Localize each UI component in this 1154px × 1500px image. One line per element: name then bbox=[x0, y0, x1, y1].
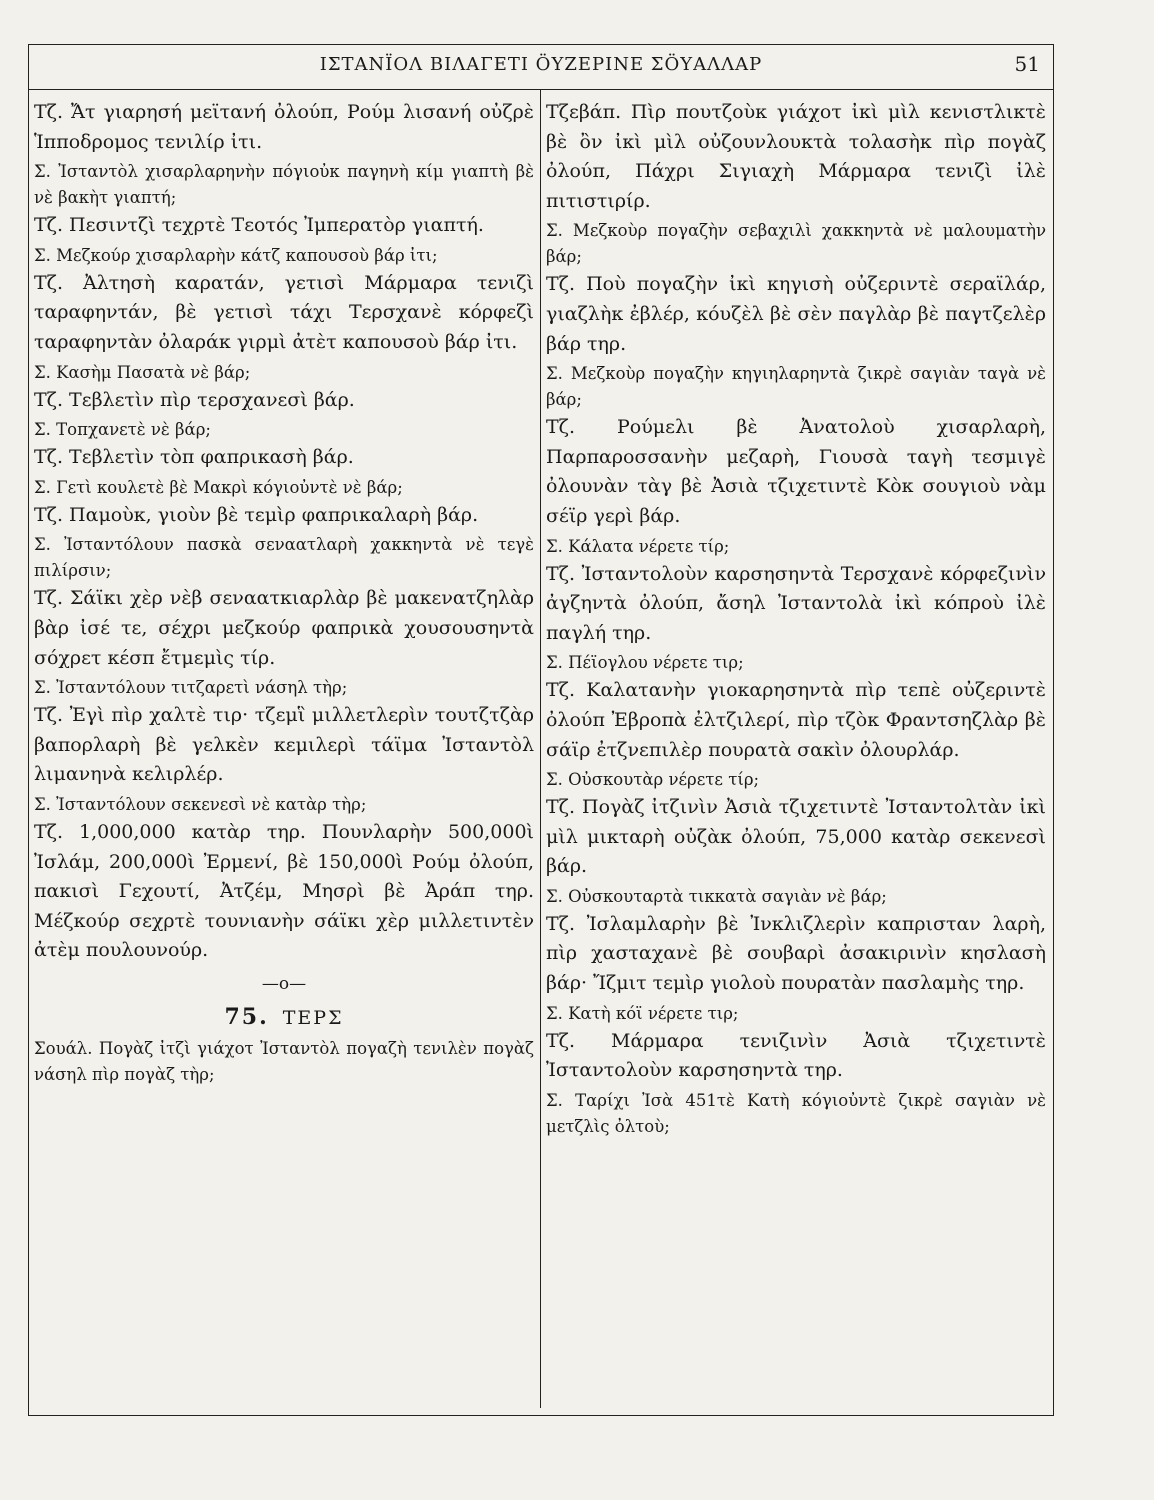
lesson-heading bbox=[34, 1003, 534, 1034]
right-column bbox=[546, 98, 1046, 1140]
question-paragraph: Σουάλ. Πογὰζ ἰτζὶ γιάχοτ Ἰσταντὸλ πογαζὴ τενιλὲν πογὰζ νάσηλ πὶρ πογὰζ τὴρ; bbox=[34, 1039, 534, 1085]
left-column-text bbox=[34, 98, 534, 966]
right-column-text bbox=[546, 98, 1046, 1140]
question-paragraph: Σ. Μεζκοὺρ πογαζὴν κηγιηλαρηντὰ ζικρὲ σαγιὰν ταγὰ νὲ βάρ; bbox=[546, 364, 1046, 410]
answer-paragraph: Τζ. Ρούμελι βὲ Ἀνατολοὺ χισαρλαρὴ, Παρπαροσσανὴν μεζαρὴ, Γιουσὰ ταγὴ τεσμιγὲ ὀλουνὰν τὰγ βὲ Ἀσιὰ τζιχετιντὲ Κὸκ σουγιοὺ νὰμ σέϊρ γερὶ βάρ. bbox=[546, 416, 1046, 527]
question-paragraph: Σ. Ἰσταντόλουν τιτζαρετὶ νάσηλ τὴρ; bbox=[34, 678, 348, 698]
question-paragraph: Σ. Κασὴμ Πασατὰ νὲ βάρ; bbox=[34, 362, 251, 382]
question-paragraph: Σ. Τοπχανετὲ νὲ βάρ; bbox=[34, 420, 211, 440]
answer-paragraph: Τζ. Μάρμαρα τενιζινὶν Ἀσιὰ τζιχετιντὲ Ἰσταντολοὺν καρσησηντὰ τηρ. bbox=[546, 1029, 1046, 1082]
question-paragraph: Σ. Κάλατα νέρετε τίρ; bbox=[546, 536, 730, 556]
answer-paragraph: Τζ. Ἀλτησὴ καρατάν, γετισὶ Μάρμαρα τενιζὶ ταραφηντάν, βὲ γετισὶ τάχι Τερσχανὲ κόρφεζὶ ταραφηντὰν ὀλαράκ γιρμὶ ἀτὲτ καπουσοὺ βάρ ἰτι. bbox=[34, 271, 534, 353]
answer-paragraph: Τζ. Ποὺ πογαζὴν ἰκὶ κηγισὴ οὐζεριντὲ σεραϊλάρ, γιαζλὴκ ἐβλέρ, κόυζὲλ βὲ σὲν παγλὰρ βὲ παγτζελὲρ βάρ τηρ. bbox=[546, 273, 1046, 355]
section-ornament: —o— bbox=[261, 973, 307, 994]
answer-paragraph: Τζ. Ἰσλαμλαρὴν βὲ Ἰνκλιζλερὶν καπρισταν λαρὴ, πὶρ χασταχανὲ βὲ σουβαρὶ ἀσακιρινὶν κησλασὴ βάρ· Ἴζμιτ τεμὶρ γιολοὺ πουρατὰν πασλαμὴς τηρ. bbox=[546, 912, 1046, 995]
answer-paragraph: Τζ. 1,000,000 κατὰρ τηρ. Πουνλαρὴν 500,000ὶ Ἰσλάμ, 200,000ὶ Ἐρμενί, βὲ 150,000ὶ Ρούμ ὀλούπ, πακισὶ Γεχουτί, Ἀτζέμ, Μησρὶ βὲ Ἀράπ τηρ. Μέζκούρ σεχρτὲ τουνιανὴν σάϊκι χὲρ μιλλετιντὲν ἀτὲμ πουλουνούρ. bbox=[34, 820, 534, 962]
question-paragraph: Σ. Ἰσταντόλουν σεκενεσὶ νὲ κατὰρ τὴρ; bbox=[34, 794, 367, 814]
answer-paragraph: Τζ. Τεβλετὶν πὶρ τερσχανεσὶ βάρ. bbox=[34, 388, 355, 411]
left-column-text-after bbox=[34, 1036, 534, 1088]
answer-paragraph: Τζ. Πεσιντζὶ τεχρτὲ Τεοτός Ἰμπερατὸρ γιαπτή. bbox=[34, 214, 484, 237]
question-paragraph: Σ. Οὐσκουταρτὰ τικκατὰ σαγιὰν νὲ βάρ; bbox=[546, 886, 887, 906]
answer-paragraph: Τζ. Πογὰζ ἰτζινὶν Ἀσιὰ τζιχετιντὲ Ἰσταντολτὰν ἰκὶ μὶλ μικταρὴ οὐζὰκ ὀλούπ, 75,000 κατὰρ σεκενεσὶ βάρ. bbox=[546, 796, 1046, 878]
answer-paragraph: Τζ. Καλατανὴν γιοκαρησηντὰ πὶρ τεπὲ οὐζεριντὲ ὀλούπ Ἐβροπὰ ἐλτζιλερί, πὶρ τζὸκ Φραντσηζλὰρ βὲ σάϊρ ἐτζνεπιλὲρ πουρατὰ σακὶν ὀλουρλάρ. bbox=[546, 679, 1046, 761]
question-paragraph: Σ. Πέϊογλου νέρετε τιρ; bbox=[546, 653, 744, 673]
page-number: 51 bbox=[1014, 52, 1040, 76]
column-divider bbox=[540, 90, 541, 1408]
question-paragraph: Σ. Γετὶ κουλετὲ βὲ Μακρὶ κόγιοὐντὲ νὲ βάρ; bbox=[34, 477, 403, 497]
answer-paragraph: Τζεβάπ. Πὶρ πουτζοὺκ γιάχοτ ἰκὶ μὶλ κενιστλικτὲ βὲ ὂν ἰκὶ μὶλ οὐζουνλουκτὰ τολασὴκ πὶρ πογὰζ ὀλούπ, Πάχρι Σιγιαχὴ Μάρμαρα τενιζὶ ἰλὲ πιτιστιρίρ. bbox=[546, 101, 1046, 212]
question-paragraph: Σ. Μεζκούρ χισαρλαρὴν κάτζ καπουσοὺ βάρ ἰτι; bbox=[34, 245, 438, 265]
question-paragraph: Σ. Οὐσκουτὰρ νέρετε τίρ; bbox=[546, 770, 760, 790]
running-title: ΙΣΤΑΝΪΟΛ ΒΙΛΑΓΕΤΙ ÖΥΖΕΡΙΝΕ ΣÖΥΑΛΛΑΡ bbox=[319, 54, 763, 75]
answer-paragraph: Τζ. Ἰσταντολοὺν καρσησηντὰ Τερσχανὲ κόρφεζινὶν ἀγζηντὰ ὀλούπ, ἄσηλ Ἰσταντολὰ ἰκὶ κόπροὺ ἰλὲ παγλή τηρ. bbox=[546, 562, 1046, 644]
page-header bbox=[28, 44, 1054, 90]
lesson-title: ΤΕΡΣ bbox=[282, 1007, 344, 1030]
left-column bbox=[34, 98, 534, 1088]
answer-paragraph: Τζ. Παμοὺκ, γιοὺν βὲ τεμὶρ φαπρικαλαρὴ βάρ. bbox=[34, 503, 479, 526]
question-paragraph: Σ. Μεζκοὺρ πογαζὴν σεβαχιλὶ χακκηντὰ νὲ μαλουματὴν βάρ; bbox=[546, 221, 1046, 267]
answer-paragraph: Τζ. Ἐγὶ πὶρ χαλτὲ τιρ· τζεμἳ μιλλετλερὶν τουτζτζὰρ βαπορλαρὴ βὲ γελκὲν κεμιλερὶ τάϊμα Ἰσταντὸλ λιμανηνὰ κελιρλέρ. bbox=[34, 704, 534, 786]
answer-paragraph: Τζ. Ἄτ γιαρησή μεϊτανή ὀλούπ, Ρούμ λισανή οὐζρὲ Ἱπποδρομος τενιλίρ ἰτι. bbox=[34, 101, 534, 153]
question-paragraph: Σ. Ἰσταντὸλ χισαρλαρηνὴν πόγιοὐκ παγηνὴ κίμ γιαπτὴ βὲ νὲ βακὴτ γιαπτή; bbox=[34, 162, 534, 208]
question-paragraph: Σ. Ἰσταντόλουν πασκὰ σεναατλαρὴ χακκηντὰ νὲ τεγὲ πιλίρσιν; bbox=[34, 535, 534, 581]
question-paragraph: Σ. Κατὴ κόϊ νέρετε τιρ; bbox=[546, 1003, 739, 1023]
answer-paragraph: Τζ. Σάϊκι χὲρ νὲβ σεναατκιαρλὰρ βὲ μακενατζηλὰρ βὰρ ἰσέ τε, σέχρι μεζκούρ φαπρικὰ χουσουσηντὰ σόχρετ κέσπ ἔτμεμὶς τίρ. bbox=[34, 587, 534, 669]
answer-paragraph: Τζ. Τεβλετὶν τὸπ φαπρικασὴ βάρ. bbox=[34, 446, 354, 469]
lesson-number: 75. bbox=[224, 1004, 269, 1031]
question-paragraph: Σ. Ταρίχι Ἰσὰ 451τὲ Κατὴ κόγιοὐντὲ ζικρὲ σαγιὰν νὲ μετζλὶς ὀλτοὺ; bbox=[546, 1090, 1046, 1136]
